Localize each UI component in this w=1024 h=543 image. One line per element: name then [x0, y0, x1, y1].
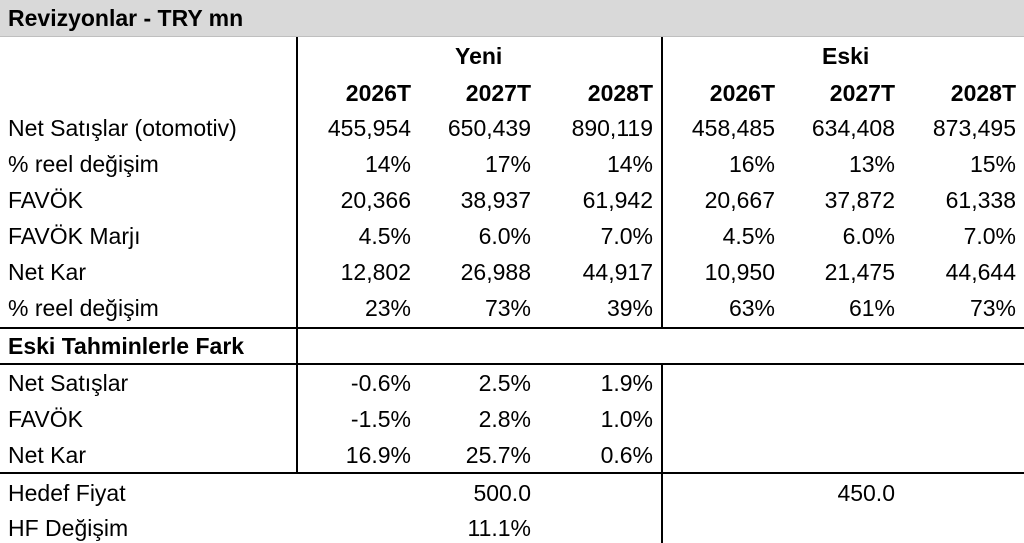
divider-vertical-new-old — [661, 36, 663, 328]
diff-row-value: 1.0% — [600, 406, 653, 432]
group-header-new: Yeni — [455, 43, 503, 69]
table-row-label: Net Satışlar (otomotiv) — [8, 115, 237, 141]
year-header: 2027T — [829, 80, 895, 106]
table-row-value: 17% — [484, 151, 531, 177]
diff-row-value: -0.6% — [350, 370, 411, 396]
table-row-value: 20,366 — [340, 187, 411, 213]
diff-row-value: -1.5% — [350, 406, 411, 432]
table-row-label: Net Kar — [8, 259, 86, 285]
group-header-old: Eski — [822, 43, 870, 69]
year-header: 2028T — [587, 80, 653, 106]
target-change-label: HF Değişim — [8, 515, 129, 541]
table-row-value: 21,475 — [824, 259, 895, 285]
diff-row-value: 25.7% — [465, 442, 531, 468]
year-header: 2028T — [950, 80, 1016, 106]
table-row-value: 44,644 — [945, 259, 1016, 285]
table-row-value: 6.0% — [478, 223, 531, 249]
table-row-value: 4.5% — [722, 223, 775, 249]
divider-horizontal-diff-top — [0, 327, 1024, 329]
year-header: 2027T — [465, 80, 531, 106]
diff-row-value: 1.9% — [600, 370, 653, 396]
diff-section-title: Eski Tahminlerle Fark — [8, 333, 245, 359]
divider-horizontal-target — [0, 472, 1024, 474]
table-row-value: 7.0% — [963, 223, 1016, 249]
target-price-label: Hedef Fiyat — [8, 480, 126, 506]
diff-row-value: 2.5% — [478, 370, 531, 396]
table-row-value: 10,950 — [704, 259, 775, 285]
diff-row-label: Net Satışlar — [8, 370, 129, 396]
table-row-value: 16% — [728, 151, 775, 177]
year-header: 2026T — [345, 80, 411, 106]
table-row-value: 7.0% — [600, 223, 653, 249]
table-row-value: 73% — [969, 295, 1016, 321]
target-price-old: 450.0 — [837, 480, 895, 506]
diff-row-label: Net Kar — [8, 442, 86, 468]
table-row-value: 73% — [484, 295, 531, 321]
title-bar — [0, 0, 1024, 36]
table-row-label: % reel değişim — [8, 151, 159, 177]
table-row-value: 23% — [364, 295, 411, 321]
table-row-value: 13% — [848, 151, 895, 177]
table-row-value: 38,937 — [460, 187, 531, 213]
table-row-label: % reel değişim — [8, 295, 159, 321]
divider-vertical-diff — [661, 364, 663, 472]
table-row-value: 455,954 — [327, 115, 411, 141]
table-row-value: 873,495 — [932, 115, 1016, 141]
divider-horizontal-header — [0, 36, 1024, 37]
table-row-value: 20,667 — [704, 187, 775, 213]
table-row-value: 44,917 — [582, 259, 653, 285]
table-row-value: 12,802 — [340, 259, 411, 285]
table-row-value: 458,485 — [691, 115, 775, 141]
table-row-value: 26,988 — [460, 259, 531, 285]
table-row-value: 14% — [606, 151, 653, 177]
table-row-label: FAVÖK — [8, 187, 83, 213]
table-row-value: 37,872 — [824, 187, 895, 213]
table-row-value: 61,942 — [582, 187, 653, 213]
table-row-value: 4.5% — [358, 223, 411, 249]
table-row-value: 61% — [848, 295, 895, 321]
table-row-value: 61,338 — [945, 187, 1016, 213]
table-row-value: 63% — [728, 295, 775, 321]
table-row-label: FAVÖK Marjı — [8, 223, 141, 249]
table-row-value: 634,408 — [811, 115, 895, 141]
target-change-value: 11.1% — [467, 515, 531, 541]
table-row-value: 890,119 — [571, 115, 653, 141]
table-row-value: 39% — [606, 295, 653, 321]
diff-row-value: 2.8% — [478, 406, 531, 432]
divider-vertical-labels — [296, 36, 298, 472]
table-row-value: 650,439 — [447, 115, 531, 141]
divider-vertical-new-old-target — [661, 473, 663, 543]
year-header: 2026T — [709, 80, 775, 106]
divider-horizontal-diff-section — [0, 363, 1024, 365]
table-row-value: 14% — [364, 151, 411, 177]
diff-row-value: 0.6% — [600, 442, 653, 468]
diff-row-label: FAVÖK — [8, 406, 83, 432]
target-price-new: 500.0 — [473, 480, 531, 506]
table-row-value: 15% — [969, 151, 1016, 177]
table-title: Revizyonlar - TRY mn — [8, 5, 244, 31]
table-row-value: 6.0% — [842, 223, 895, 249]
diff-row-value: 16.9% — [345, 442, 411, 468]
